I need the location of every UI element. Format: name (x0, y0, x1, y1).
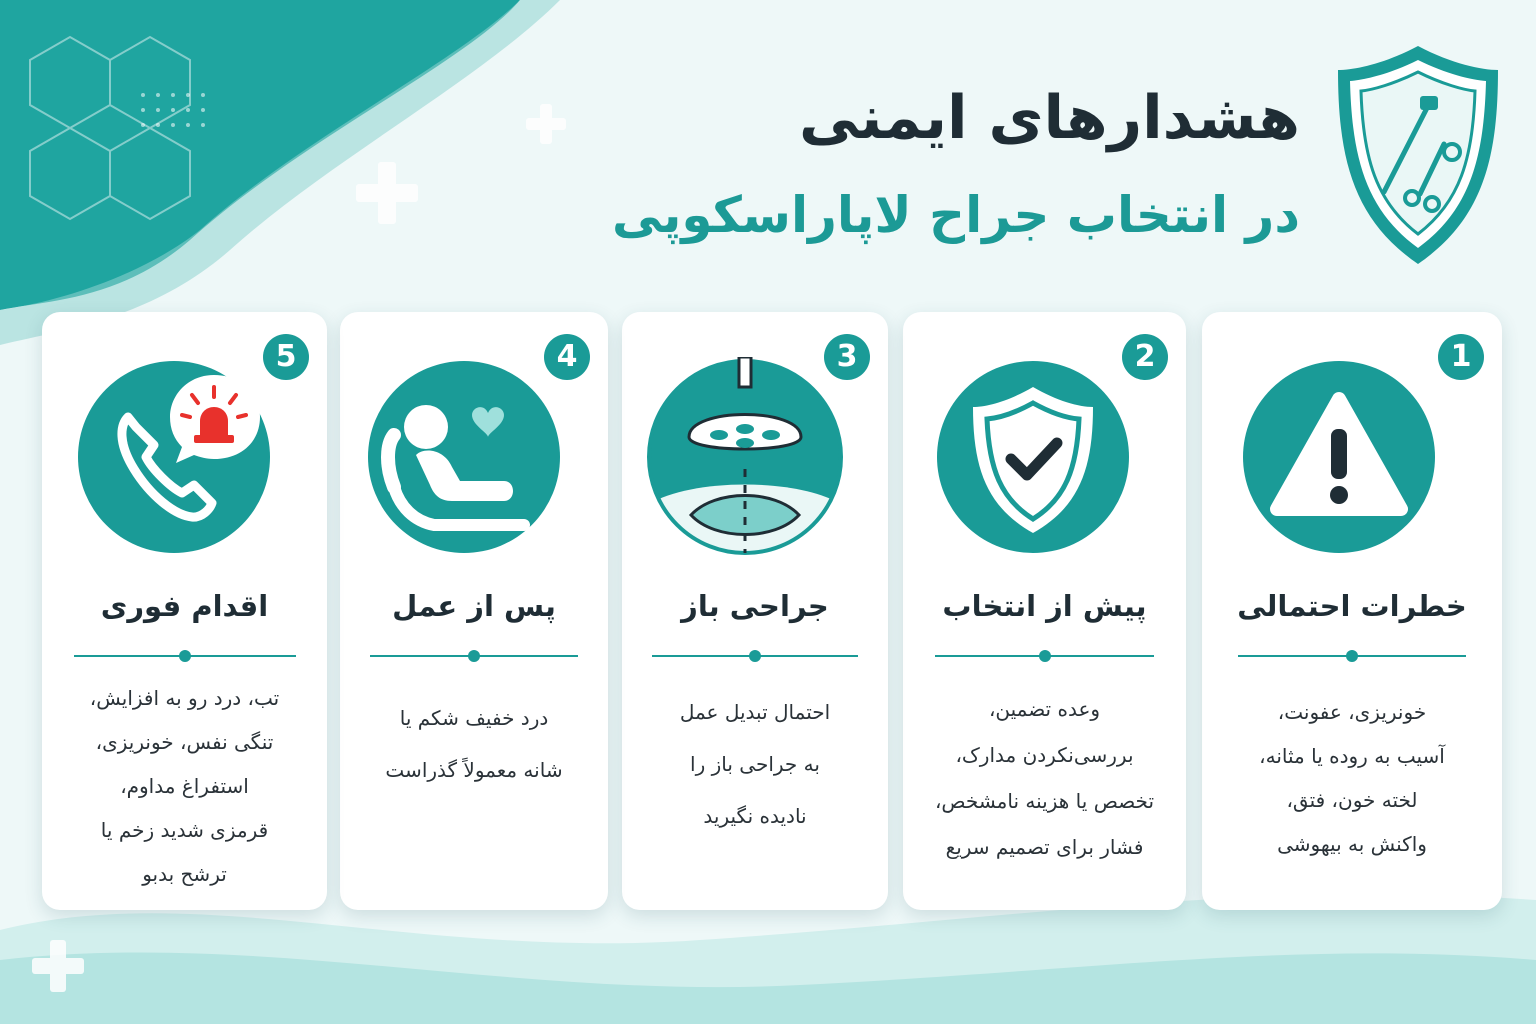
divider-dot (1346, 650, 1358, 662)
card-body: درد خفیف شکم یا شانه معمولاً گذراست (385, 706, 563, 782)
divider-dot (749, 650, 761, 662)
resting-patient-icon (364, 357, 564, 557)
card-number-badge: 5 (263, 334, 309, 380)
divider-dot (179, 650, 191, 662)
card-body: وعده تضمین، بررسی‌نکردن مدارک، تخصص یا هزینه نامشخص، فشار برای تصمیم سریع (934, 697, 1155, 859)
card-potential-risks (1202, 312, 1502, 910)
card-number-badge: 4 (544, 334, 590, 380)
card-number-badge: 3 (824, 334, 870, 380)
divider-dot (468, 650, 480, 662)
card-body: خونریزی، عفونت، آسیب به روده یا مثانه، لخته خون، فتق، واکنش به بیهوشی (1259, 700, 1445, 856)
emergency-call-icon (74, 357, 274, 557)
shield-surgical-instrument-icon (1332, 40, 1504, 270)
card-urgent-action (42, 312, 327, 910)
card-number-badge: 1 (1438, 334, 1484, 380)
page-title: هشدارهای ایمنی (799, 83, 1300, 153)
surgical-light-icon (645, 357, 845, 557)
card-before-selection (903, 312, 1186, 910)
card-body: تب، درد رو به افزایش، تنگی نفس، خونریزی، استفراغ مداوم، قرمزی شدید زخم یا ترشح بدبو (89, 686, 280, 886)
divider-dot (1039, 650, 1051, 662)
card-after-surgery (340, 312, 608, 910)
card-number-badge: 2 (1122, 334, 1168, 380)
card-title: پس از عمل (392, 589, 556, 623)
page-subtitle: در انتخاب جراح لاپاراسکوپی (611, 186, 1300, 244)
warning-icon (1239, 357, 1439, 557)
shield-check-icon (933, 357, 1133, 557)
card-title: جراحی باز (681, 589, 829, 623)
card-body: احتمال تبدیل عمل به جراحی باز را نادیده نگیرید (679, 700, 831, 828)
card-title: پیش از انتخاب (942, 589, 1147, 623)
card-title: خطرات احتمالی (1237, 589, 1467, 623)
card-title: اقدام فوری (100, 589, 269, 623)
card-open-surgery (622, 312, 888, 910)
